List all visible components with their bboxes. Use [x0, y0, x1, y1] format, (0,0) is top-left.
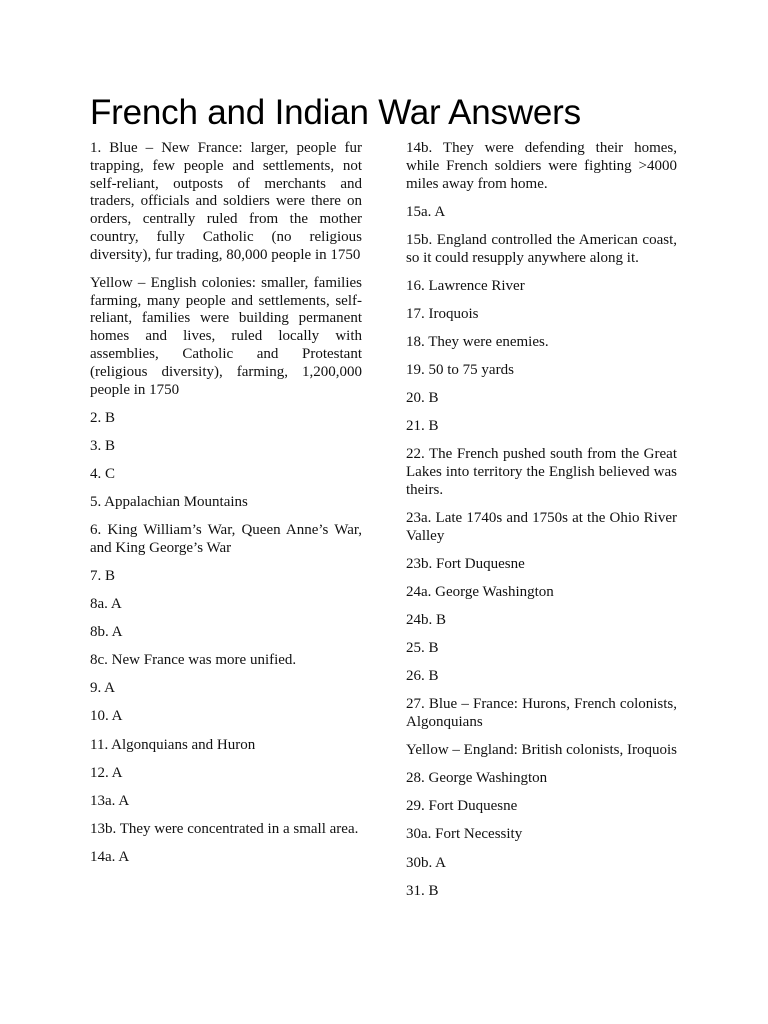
answer-paragraph: 22. The French pushed south from the Great Lakes into territory the English believed was theirs.	[406, 446, 677, 498]
answer-paragraph: 31. B	[406, 882, 439, 899]
answer-paragraph: 25. B	[406, 640, 439, 657]
answer-paragraph: 19. 50 to 75 yards	[406, 361, 514, 378]
answer-paragraph: 17. Iroquois	[406, 305, 479, 322]
answer-paragraph: 2. B	[90, 409, 116, 426]
page-title: French and Indian War Answers	[90, 93, 581, 132]
answer-paragraph: 12. A	[90, 764, 123, 781]
answer-paragraph: 10. A	[90, 708, 123, 725]
answer-paragraph: 30b. A	[406, 854, 447, 871]
answer-paragraph: 21. B	[406, 418, 439, 435]
answer-paragraph: 9. A	[90, 680, 116, 697]
answer-paragraph: 28. George Washington	[406, 770, 548, 787]
answer-paragraph: Yellow – English colonies: smaller, families farming, many people and settlements, self-reliant, families were building permanent homes and lives, ruled locally with assemblies, Catholic and Protestant (religious diversity), farming, 1,200,000 people in 1750	[90, 274, 362, 398]
answer-paragraph: 13a. A	[90, 792, 130, 809]
answer-paragraph: 6. King William’s War, Queen Anne’s War, and King George’s War	[90, 522, 362, 556]
answer-paragraph: 3. B	[90, 437, 116, 454]
answer-paragraph: 15a. A	[406, 203, 446, 220]
answer-paragraph: 13b. They were concentrated in a small area.	[90, 820, 359, 837]
answer-paragraph: 7. B	[90, 568, 116, 585]
answer-paragraph: 1. Blue – New France: larger, people fur trapping, few people and settlements, not self-reliant, outposts of merchants and traders, officials and soldiers were there on orders, centrally ruled from the mother country, fully Catholic (no religious diversity), fur trading, 80,000 people in 1750	[90, 140, 362, 263]
answer-paragraph: 23a. Late 1740s and 1750s at the Ohio River Valley	[406, 509, 677, 544]
answer-paragraph: 8b. A	[90, 624, 123, 641]
answer-paragraph: 11. Algonquians and Huron	[90, 736, 256, 753]
answer-paragraph: 26. B	[406, 668, 439, 685]
answer-paragraph: 24a. George Washington	[406, 583, 554, 600]
answer-paragraph: 4. C	[90, 465, 116, 482]
answer-paragraph: 8a. A	[90, 596, 122, 613]
answers-column-left	[90, 140, 362, 877]
answer-paragraph: 20. B	[406, 390, 439, 407]
answer-paragraph: 18. They were enemies.	[406, 333, 549, 350]
answers-column-right	[406, 140, 677, 911]
answer-paragraph: 30a. Fort Necessity	[406, 826, 523, 843]
answer-paragraph: 8c. New France was more unified.	[90, 652, 297, 669]
answer-paragraph: 14a. A	[90, 848, 130, 865]
answer-paragraph: 29. Fort Duquesne	[406, 798, 518, 815]
answer-paragraph: 27. Blue – France: Hurons, French colonists, Algonquians	[406, 696, 677, 731]
answer-paragraph: 16. Lawrence River	[406, 277, 525, 294]
answer-paragraph: 23b. Fort Duquesne	[406, 555, 525, 572]
answer-paragraph: 15b. England controlled the American coast, so it could resupply anywhere along it.	[406, 231, 677, 266]
answer-paragraph: Yellow – England: British colonists, Iroquois	[406, 742, 677, 759]
answer-paragraph: 5. Appalachian Mountains	[90, 494, 248, 511]
answer-paragraph: 24b. B	[406, 612, 447, 628]
answer-paragraph: 14b. They were defending their homes, while French soldiers were fighting >4000 miles away from home.	[406, 140, 677, 192]
